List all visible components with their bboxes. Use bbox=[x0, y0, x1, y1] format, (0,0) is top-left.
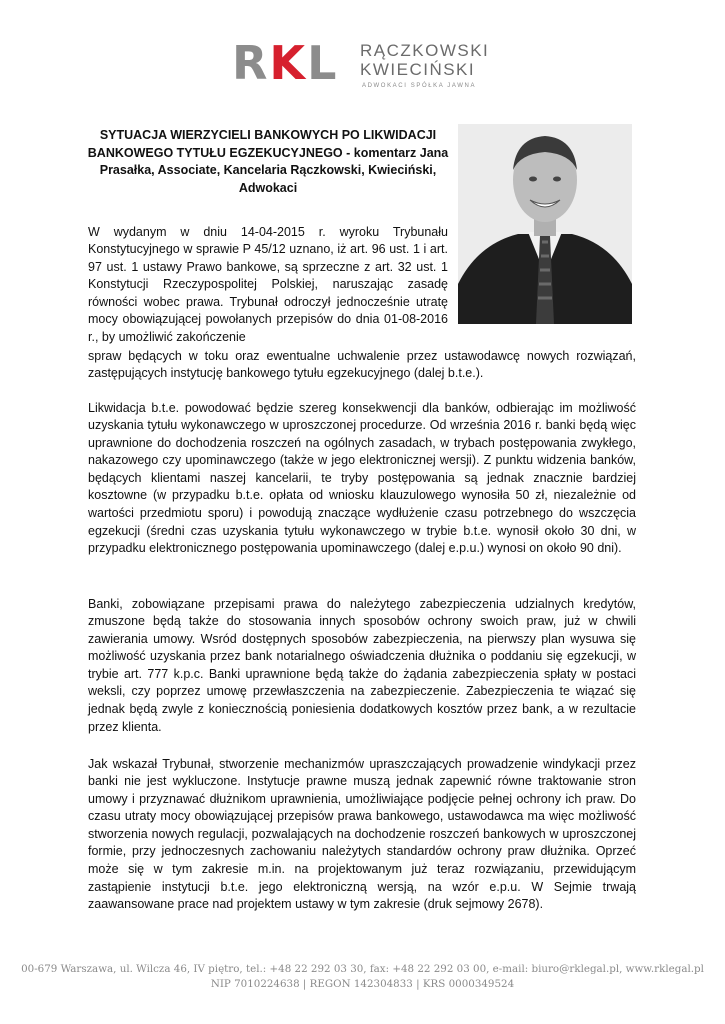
logo-subtitle: ADWOKACI SPÓŁKA JAWNA bbox=[362, 83, 477, 89]
logo-name-line2: KWIECIŃSKI bbox=[360, 60, 476, 79]
author-portrait-photo bbox=[458, 124, 632, 324]
logo-firm-name bbox=[360, 41, 489, 79]
footer-address: 00-679 Warszawa, ul. Wilcza 46, IV piętro, tel.: +48 22 292 03 30, fax: +48 22 292 03 00, e-mail: biuro@rklegal.pl, www.rklegal.pl bbox=[21, 963, 704, 975]
logo-name-line1: RĄCZKOWSKI bbox=[360, 41, 490, 60]
article-title: SYTUACJA WIERZYCIELI BANKOWYCH PO LIKWIDACJI BANKOWEGO TYTUŁU EGZEKUCYJNEGO - komentarz Jana Prasałka, Associate, Kancelaria Rączkowski, Kwieciński, Adwokaci bbox=[87, 128, 449, 195]
paragraph-4: Jak wskazał Trybunał, stworzenie mechanizmów upraszczających prowadzenie windykacji przez banki nie jest wykluczone. Instytucje prawne muszą jednak zapewnić równe traktowanie stron umowy i przyznawać dłużnikom uprawnienia, umożliwiające podjęcie pełnej ochrony ich praw. Do czasu utraty mocy obowiązującej przepisów prawa bankowego, ustawodawca ma więc możliwość stworzenia nowych regulacji, pozwalających na dochodzenie roszczeń bankowych w uproszczonej formie, przy jednoczesnych zachowaniu należytych standardów ochrony praw dłużnika. Oprzeć może się w tym zakresie m.in. na projektowanym już teraz rozwiązaniu, przewidującym zastąpienie instytucji b.t.e. jego elektroniczną wersją, na wzór e.p.u. W Sejmie trwają zaawansowane prace nad projektem ustawy w tym zakresie (druk sejmowy 2678). bbox=[88, 756, 636, 912]
paragraph-3: Banki, zobowiązane przepisami prawa do należytego zabezpieczenia udzialnych kredytów, zmuszone będą także do stosowania innych sposobów ochrony swoich praw, już w chwili zawierania umowy. Wsród dostępnych sposobów zabezpieczenia, na pierwszy plan wysuwa się możliwość uzyskania przez bank notarialnego oświadczenia dłużnika o poddaniu się egzekucji, w trybie art. 777 k.p.c. Banki uprawnione będą także do żądania zabezpieczenia spłaty w postaci weksli, czy poprzez umowę przewłaszczenia na zabezpieczenie. Zabezpieczenia te wiązać się jednak będą zwyle z koniecznością poniesienia dodatkowych kosztów przez bank, a w rezultacie przez klienta. bbox=[88, 596, 636, 734]
logo-letters: RKL bbox=[232, 36, 339, 90]
paragraph-1-part-1: W wydanym w dniu 14-04-2015 r. wyroku Trybunału Konstytucyjnego w sprawie P 45/12 uznano, iż art. 96 ust. 1 i art. 97 ust. 1 ustawy Prawo bankowe, są sprzeczne z art. 32 ust. 1 Konstytucji Rzeczypospolitej Polskiej, naruszając zasadę równości wobec prawa. Trybunał odroczył jednocześnie utratę mocy obowiązującej powołanych przepisów do dnia 01-08-2016 r., by umożliwić zakończenie bbox=[88, 224, 448, 345]
paragraph-2: Likwidacja b.t.e. powodować będzie szereg konsekwencji dla banków, odbierając im możliwość uzyskania tytułu wykonawczego w uproszczonej procedurze. Od września 2016 r. banki będą więc uprawnione do dochodzenia roszczeń na ogólnych zasadach, w trybach postępowania zwykłego, nakazowego czy upominawczego (także w jego elektronicznej wersji). Z punktu widzenia banków, będących klientami naszej kancelarii, te tryby postępowania są jednak znacznie bardziej kosztowne (w przypadku b.t.e. opłata od wniosku klauzulowego wynosiła 50 zł, niezależnie od wartości przedmiotu sporu) i powodują znaczące wydłużenie czasu potrzebnego do wszczęcia egzekucji (średni czas uzyskania tytułu wykonawczego w trybie b.t.e. wynosił około 30 dni, w przypadku elektronicznego postępowania upominawczego (dalej e.p.u.) wynosi on około 90 dni). bbox=[88, 400, 636, 556]
paragraph-1-part-2: spraw będących w toku oraz ewentualne uchwalenie przez ustawodawcę nowych rozwiązań, zastępujących instytucję bankowego tytułu egzekucyjnego (dalej b.t.e.). bbox=[88, 348, 636, 381]
footer-registry: NIP 7010224638 | REGON 142304833 | KRS 0000349524 bbox=[210, 978, 515, 990]
